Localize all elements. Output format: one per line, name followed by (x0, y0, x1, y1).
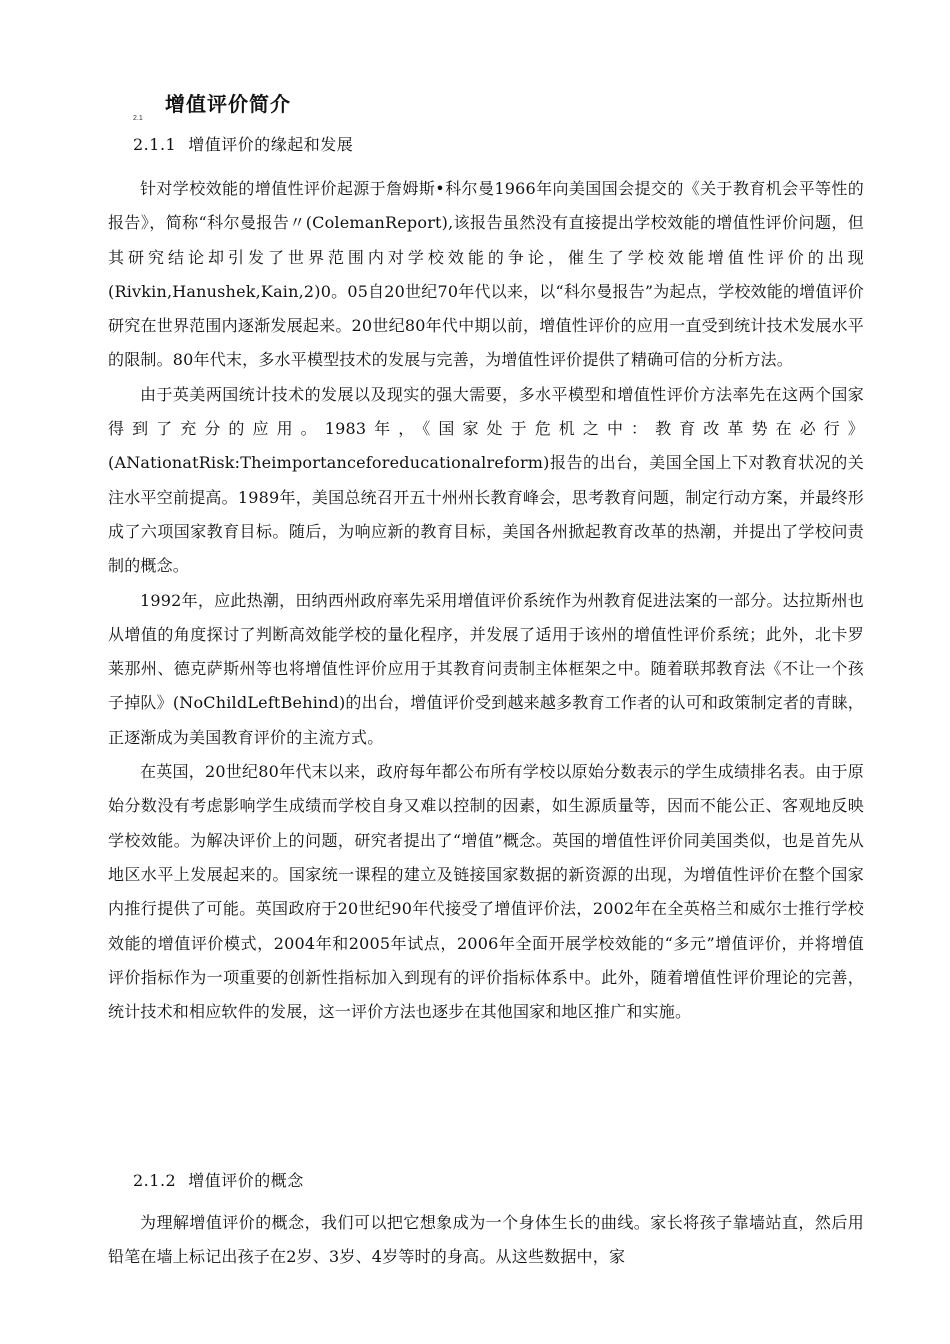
paragraph: 在英国，20世纪80年代末以来，政府每年都公布所有学校以原始分数表示的学生成绩排名表。由于原始分数没有考虑影响学生成绩而学校自身又难以控制的因素，如生源质量等，因而不能公正、客观地反映学校效能。为解决评价上的问题，研究者提出了“增值”概念。英国的增值性评价同美国类似，也是首先从地区水平上发展起来的。国家统一课程的建立及链接国家数据的新资源的出现，为增值性评价在整个国家内推行提供了可能。英国政府于20世纪90年代接受了增值评价法，2002年在全英格兰和威尔士推行学校效能的增值评价模式，2004年和2005年试点，2006年全面开展学校效能的“多元”增值评价，并将增值评价指标作为一项重要的创新性指标加入到现有的评价指标体系中。此外，随着增值性评价理论的完善，统计技术和相应软件的发展，这一评价方法也逐步在其他国家和地区推广和实施。 (108, 762, 864, 1022)
subsection-2-body (108, 1206, 864, 1275)
paragraph: 由于英美两国统计技术的发展以及现实的强大需要，多水平模型和增值性评价方法率先在这两个国家得到了充分的应用。1983年，《国家处于危机之中：教育改革势在必行》(ANationatRisk:Theimportanceforeducationalreform)报告的出台，美国全国上下对教育状况的关注水平空前提高。1989年，美国总统召开五十州州长教育峰会，思考教育问题，制定行动方案，并最终形成了六项国家教育目标。随后，为响应新的教育目标，美国各州掀起教育改革的热潮，并提出了学校问责制的概念。 (108, 384, 864, 576)
subsection-heading-1 (133, 132, 353, 155)
subsection-number: 2.1.1 (133, 135, 177, 154)
section-number: 2.1 (133, 115, 143, 122)
paragraph: 1992年，应此热潮，田纳西州政府率先采用增值评价系统作为州教育促进法案的一部分。达拉斯州也从增值的角度探讨了判断高效能学校的量化程序，并发展了适用于该州的增值性评价系统；此外，北卡罗莱那州、德克萨斯州等也将增值性评价应用于其教育问责制主体框架之中。随着联邦教育法《不让一个孩子掉队》(NoChildLeftBehind)的出台，增值评价受到越来越多教育工作者的认可和政策制定者的青睐，正逐渐成为美国教育评价的主流方式。 (108, 590, 864, 747)
subsection-title: 增值评价的概念 (188, 1171, 304, 1190)
subsection-number: 2.1.2 (133, 1171, 177, 1190)
paragraph: 为理解增值评价的概念，我们可以把它想象成为一个身体生长的曲线。家长将孩子靠墙站直，然后用铅笔在墙上标记出孩子在2岁、3岁、4岁等时的身高。从这些数据中，家 (108, 1213, 864, 1267)
subsection-heading-2 (133, 1168, 304, 1191)
subsection-1-body (108, 172, 864, 1029)
subsection-title: 增值评价的缘起和发展 (188, 135, 354, 154)
paragraph: 针对学校效能的增值性评价起源于詹姆斯•科尔曼1966年向美国国会提交的《关于教育机会平等性的报告》，简称“科尔曼报告〃(ColemanReport),该报告虽然没有直接提出学校效能的增值性评价问题，但其研究结论却引发了世界范围内对学校效能的争论，催生了学校效能增值性评价的出现(Rivkin,Hanushek,Kain,2)0。05自20世纪70年代以来，以“科尔曼报告”为起点，学校效能的增值评价研究在世界范围内逐渐发展起来。20世纪80年代中期以前，增值性评价的应用一直受到统计技术发展水平的限制。80年代末，多水平模型技术的发展与完善，为增值性评价提供了精确可信的分析方法。 (108, 179, 864, 370)
section-title: 增值评价简介 (165, 92, 291, 116)
